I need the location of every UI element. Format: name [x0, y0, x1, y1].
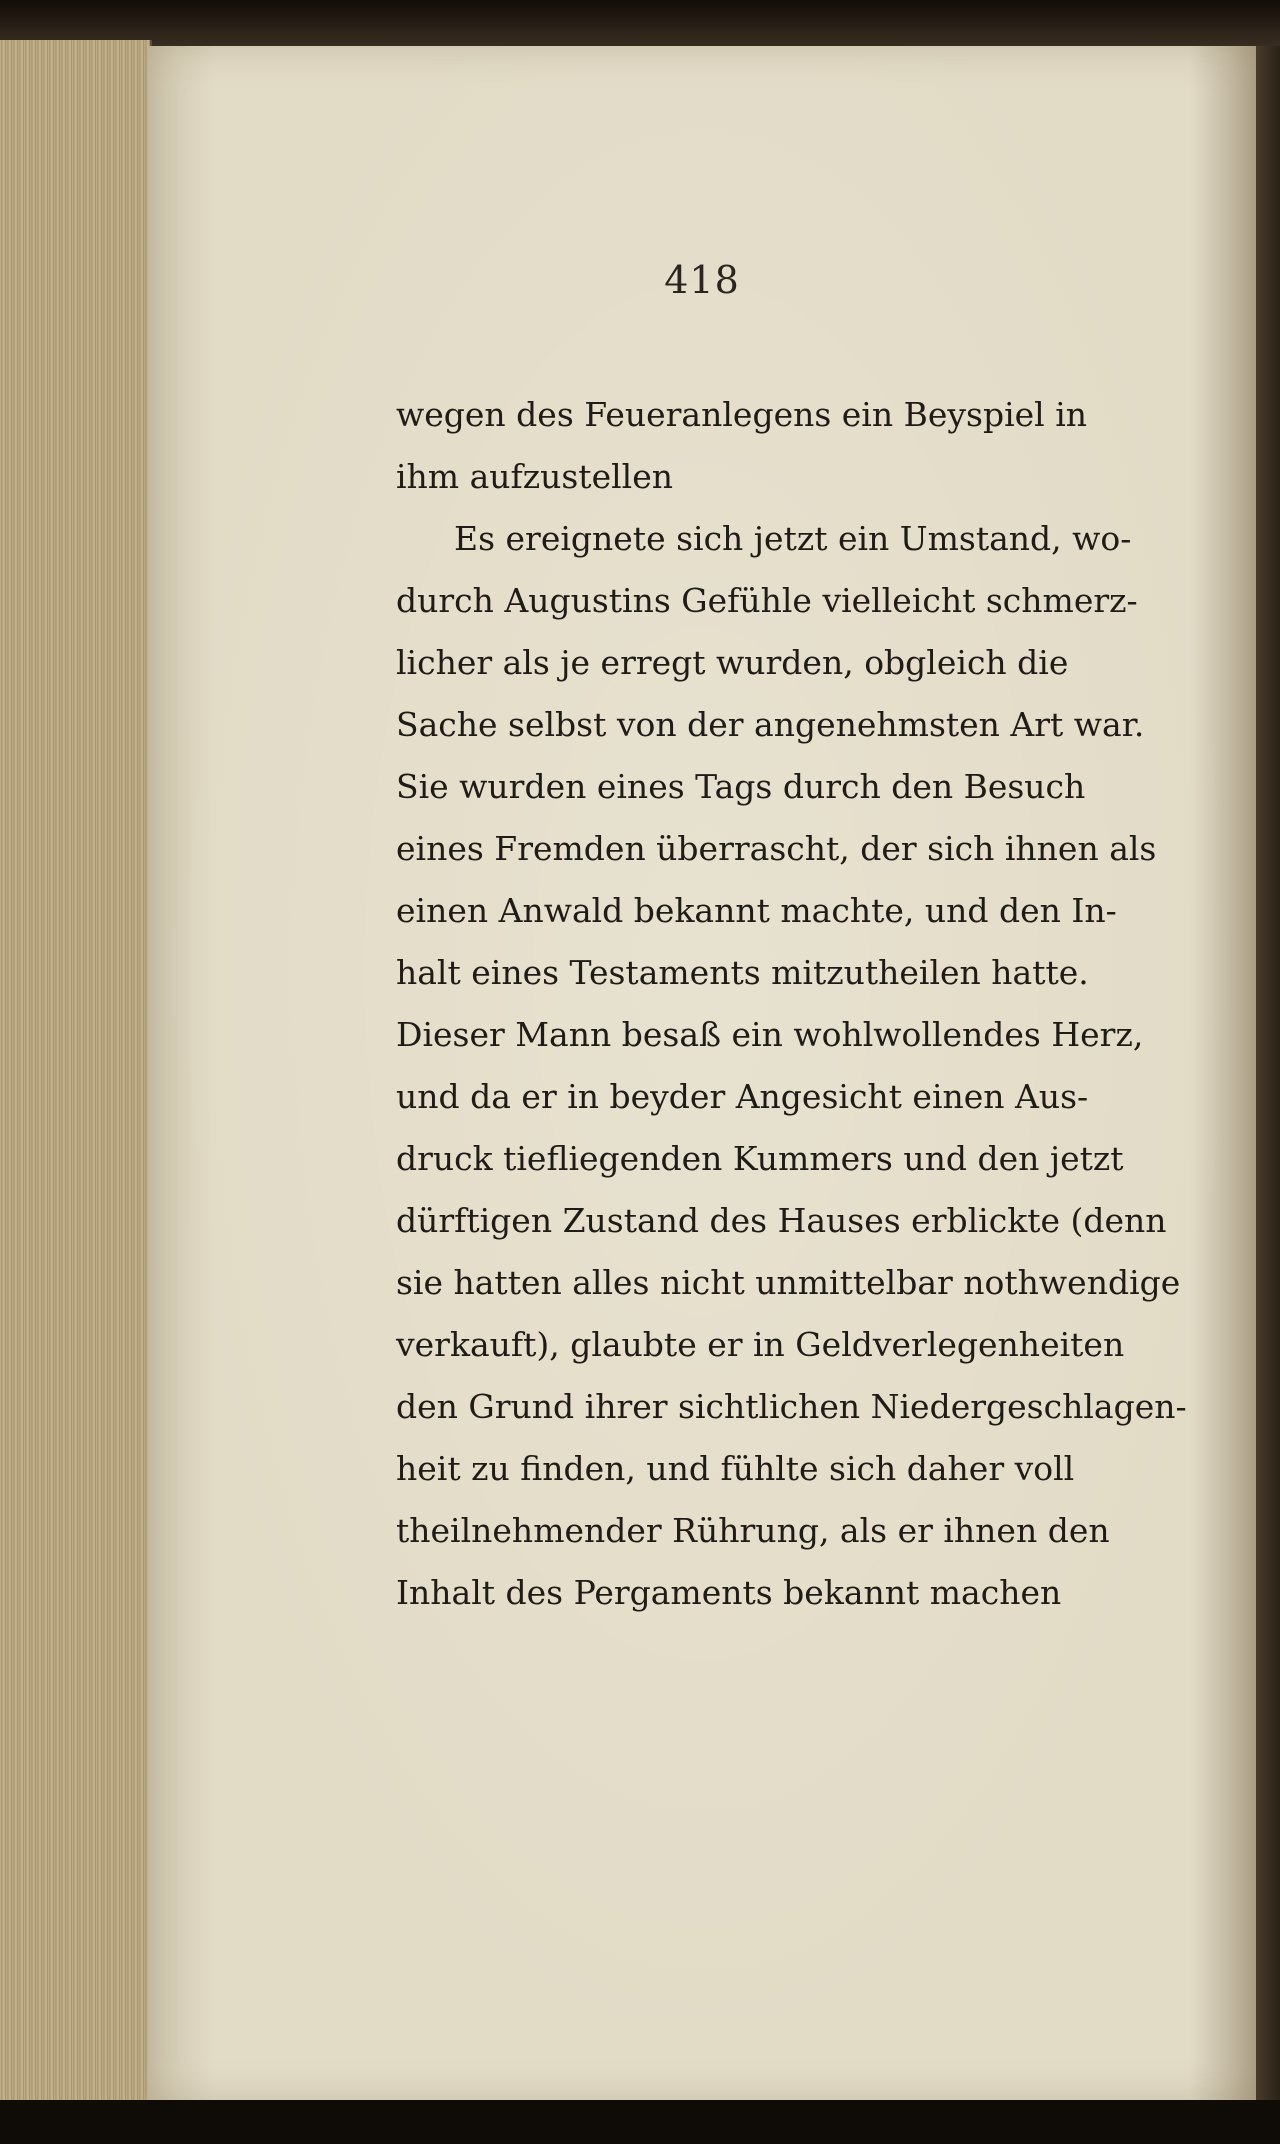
book-page	[148, 46, 1256, 2102]
text-line: wegen des Feueranlegens ein Beyspiel in	[396, 395, 1088, 434]
text-line: halt eines Testaments mitzutheilen hatte.	[396, 953, 1089, 992]
text-line: druck tiefliegenden Kummers und den jetzt	[396, 1139, 1124, 1178]
book-cover-bottom	[0, 2100, 1280, 2144]
text-line: Es ereignete sich jetzt ein Umstand, wo-	[454, 519, 1132, 558]
text-line: einen Anwald bekannt machte, und den In-	[396, 891, 1117, 930]
text-line: und da er in beyder Angesicht einen Aus-	[396, 1077, 1089, 1116]
book-cover-top	[0, 0, 1280, 48]
text-line: durch Augustins Gefühle vielleicht schmerz-	[396, 581, 1138, 620]
text-line: ihm aufzustellen	[396, 457, 673, 496]
text-line: heit zu finden, und fühlte sich daher voll	[396, 1449, 1075, 1488]
text-line: Inhalt des Pergaments bekannt machen	[396, 1573, 1062, 1612]
text-line: Sache selbst von der angenehmsten Art war.	[396, 705, 1145, 744]
text-line: eines Fremden überrascht, der sich ihnen als	[396, 829, 1157, 868]
text-line: verkauft), glaubte er in Geldverlegenheiten	[396, 1325, 1125, 1364]
text-line: sie hatten alles nicht unmittelbar nothwendige	[396, 1263, 1181, 1302]
text-line: Dieser Mann besaß ein wohlwollendes Herz,	[396, 1015, 1144, 1054]
text-line: Sie wurden eines Tags durch den Besuch	[396, 767, 1086, 806]
text-line: theilnehmender Rührung, als er ihnen den	[396, 1511, 1110, 1550]
text-line: dürftigen Zustand des Hauses erblickte (denn	[396, 1201, 1167, 1240]
page-number: 418	[664, 258, 740, 302]
body-text	[396, 384, 1187, 1624]
page-edge-right	[1256, 46, 1280, 2102]
text-line: den Grund ihrer sichtlichen Niedergeschlagen-	[396, 1387, 1187, 1426]
text-line: licher als je erregt wurden, obgleich die	[396, 643, 1069, 682]
page-block-edge	[0, 40, 152, 2100]
